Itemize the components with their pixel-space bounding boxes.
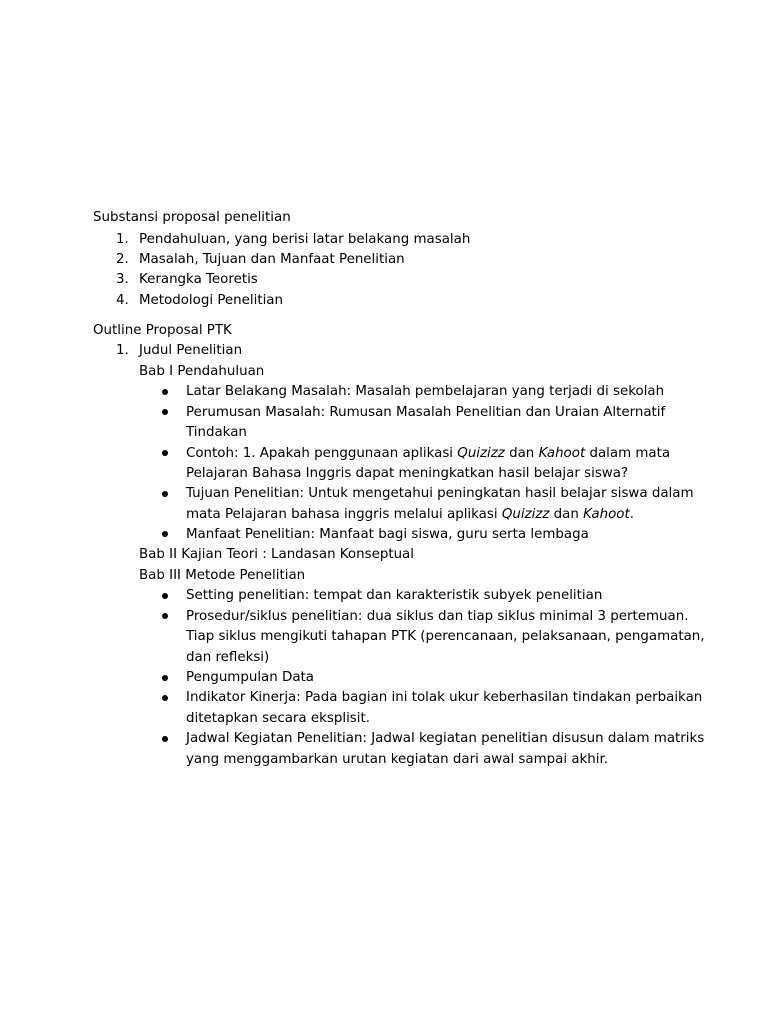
text-run: mata Pelajaran bahasa inggris melalui aplikasi: [186, 507, 502, 522]
bab1-title: Bab I Pendahuluan: [139, 364, 265, 379]
bullet-text: Latar Belakang Masalah: Masalah pembelajaran yang terjadi di sekolah: [186, 384, 665, 399]
app-name-kahoot: Kahoot: [583, 507, 630, 522]
text-run: .: [629, 507, 635, 522]
bullet-text: dan refleksi): [186, 650, 270, 665]
list-item: Masalah, Tujuan dan Manfaat Penelitian: [139, 252, 405, 267]
bullet-icon: [162, 389, 168, 395]
bullet-icon: [162, 736, 168, 742]
text-run: Contoh: 1. Apakah penggunaan aplikasi: [186, 446, 458, 461]
list-number: 4.: [116, 293, 129, 308]
bab2-title: Bab II Kajian Teori : Landasan Konseptual: [139, 547, 414, 562]
bullet-text: Manfaat Penelitian: Manfaat bagi siswa, guru serta lembaga: [186, 527, 589, 542]
section1-title: Substansi proposal penelitian: [93, 210, 291, 225]
app-name-quizizz: Quizizz: [457, 446, 505, 461]
app-name-quizizz: Quizizz: [501, 507, 550, 522]
bullet-icon: [162, 695, 168, 701]
bullet-text: [186, 505, 634, 525]
bullet-text: Prosedur/siklus penelitian: dua siklus dan tiap siklus minimal 3 pertemuan.: [186, 609, 689, 624]
bullet-icon: [162, 675, 168, 681]
list-item: Metodologi Penelitian: [139, 293, 283, 308]
bullet-text: [186, 444, 670, 464]
bullet-text: yang menggambarkan urutan kegiatan dari awal sampai akhir.: [186, 752, 609, 767]
bullet-text: Setting penelitian: tempat dan karakteristik subyek penelitian: [186, 588, 603, 603]
app-name-kahoot: Kahoot: [538, 446, 586, 461]
bullet-icon: [162, 593, 168, 599]
bullet-text: Tiap siklus mengikuti tahapan PTK (perencanaan, pelaksanaan, pengamatan,: [186, 629, 705, 644]
bullet-text: ditetapkan secara eksplisit.: [186, 711, 370, 726]
list-number: 1.: [116, 343, 129, 358]
bullet-text: Tujuan Penelitian: Untuk mengetahui peningkatan hasil belajar siswa dalam: [186, 486, 694, 501]
bullet-icon: [162, 531, 168, 537]
text-run: dan: [504, 446, 539, 461]
bullet-text: Jadwal Kegiatan Penelitian: Jadwal kegiatan penelitian disusun dalam matriks: [186, 731, 705, 746]
bullet-text: Tindakan: [186, 425, 247, 440]
bab3-title: Bab III Metode Penelitian: [139, 568, 306, 583]
bullet-text: Pengumpulan Data: [186, 670, 314, 685]
bullet-icon: [162, 613, 168, 619]
text-run: dalam mata: [585, 446, 671, 461]
text-run: dan: [549, 507, 584, 522]
bullet-text: Pelajaran Bahasa Inggris dapat meningkatkan hasil belajar siswa?: [186, 466, 629, 481]
bullet-icon: [162, 450, 168, 456]
list-item: Judul Penelitian: [139, 343, 243, 358]
list-number: 1.: [116, 232, 129, 247]
bullet-text: Indikator Kinerja: Pada bagian ini tolak ukur keberhasilan tindakan perbaikan: [186, 690, 703, 705]
bullet-icon: [162, 409, 168, 415]
list-item: Pendahuluan, yang berisi latar belakang masalah: [139, 232, 471, 247]
list-number: 3.: [116, 272, 129, 287]
bullet-icon: [162, 491, 168, 497]
list-number: 2.: [116, 252, 129, 267]
list-item: Kerangka Teoretis: [139, 272, 258, 287]
bullet-text: Perumusan Masalah: Rumusan Masalah Penelitian dan Uraian Alternatif: [186, 405, 666, 420]
section2-title: Outline Proposal PTK: [93, 323, 232, 338]
